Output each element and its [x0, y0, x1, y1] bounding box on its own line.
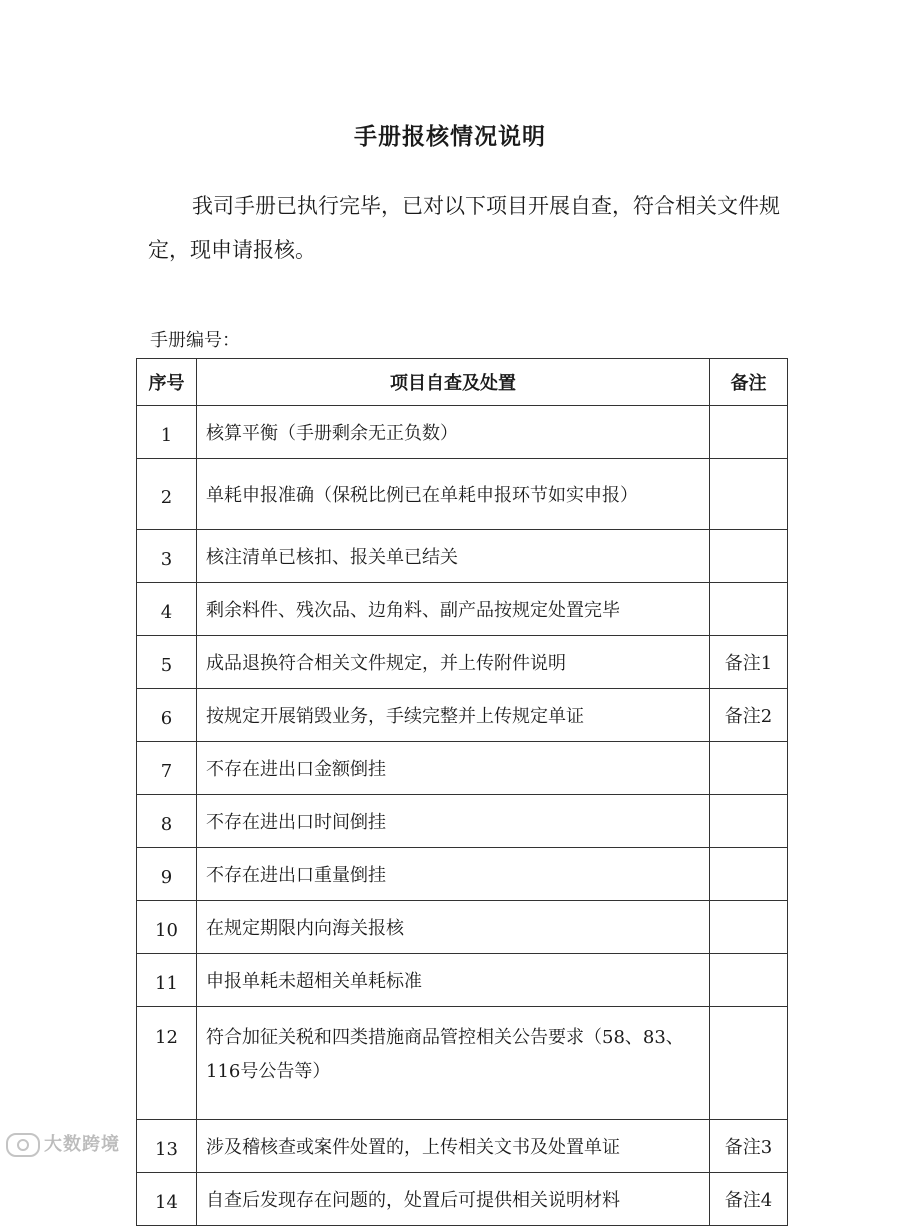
table-row — [137, 689, 788, 742]
row-no: 4 — [137, 583, 197, 636]
row-item: 申报单耗未超相关单耗标准 — [197, 954, 710, 1007]
row-note — [710, 530, 788, 583]
self-check-table — [136, 358, 788, 1226]
table-row — [137, 795, 788, 848]
row-note — [710, 901, 788, 954]
table-row — [137, 1173, 788, 1226]
table-row — [137, 636, 788, 689]
watermark — [6, 1130, 120, 1157]
header-item: 项目自查及处置 — [197, 359, 710, 406]
table-row — [137, 1120, 788, 1173]
row-no: 11 — [137, 954, 197, 1007]
table-row — [137, 954, 788, 1007]
row-note: 备注3 — [710, 1120, 788, 1173]
row-note — [710, 459, 788, 530]
header-no: 序号 — [137, 359, 197, 406]
row-no: 7 — [137, 742, 197, 795]
row-item: 不存在进出口时间倒挂 — [197, 795, 710, 848]
table-row — [137, 530, 788, 583]
row-note: 备注1 — [710, 636, 788, 689]
row-note — [710, 1007, 788, 1120]
row-no: 2 — [137, 459, 197, 530]
row-no: 8 — [137, 795, 197, 848]
row-item: 不存在进出口重量倒挂 — [197, 848, 710, 901]
row-item: 成品退换符合相关文件规定，并上传附件说明 — [197, 636, 710, 689]
row-item: 核算平衡（手册剩余无正负数） — [197, 406, 710, 459]
table-row — [137, 406, 788, 459]
row-no: 14 — [137, 1173, 197, 1226]
row-item: 在规定期限内向海关报核 — [197, 901, 710, 954]
row-no: 13 — [137, 1120, 197, 1173]
intro-paragraph: 我司手册已执行完毕，已对以下项目开展自查，符合相关文件规定，现申请报核。 — [148, 194, 780, 262]
table-row — [137, 901, 788, 954]
row-item: 单耗申报准确（保税比例已在单耗申报环节如实申报） — [197, 459, 710, 530]
table-row — [137, 459, 788, 530]
row-note — [710, 583, 788, 636]
row-note — [710, 406, 788, 459]
brand-logo-icon — [6, 1133, 40, 1157]
row-no: 1 — [137, 406, 197, 459]
row-item: 自查后发现存在问题的，处置后可提供相关说明材料 — [197, 1173, 710, 1226]
table-header-row — [137, 359, 788, 406]
row-no: 10 — [137, 901, 197, 954]
row-no: 12 — [137, 1007, 197, 1120]
row-no: 6 — [137, 689, 197, 742]
row-item: 不存在进出口金额倒挂 — [197, 742, 710, 795]
row-item: 符合加征关税和四类措施商品管控相关公告要求（58、83、116号公告等） — [197, 1007, 710, 1120]
row-item: 按规定开展销毁业务，手续完整并上传规定单证 — [197, 689, 710, 742]
row-note — [710, 954, 788, 1007]
row-note: 备注2 — [710, 689, 788, 742]
row-no: 3 — [137, 530, 197, 583]
row-note: 备注4 — [710, 1173, 788, 1226]
row-note — [710, 742, 788, 795]
table-row — [137, 1007, 788, 1120]
manual-number-label: 手册编号： — [150, 330, 240, 351]
row-item: 剩余料件、残次品、边角料、副产品按规定处置完毕 — [197, 583, 710, 636]
document-title: 手册报核情况说明 — [354, 124, 546, 150]
row-no: 5 — [137, 636, 197, 689]
header-note: 备注 — [710, 359, 788, 406]
row-note — [710, 848, 788, 901]
row-item: 涉及稽核查或案件处置的，上传相关文书及处置单证 — [197, 1120, 710, 1173]
table-row — [137, 848, 788, 901]
row-no: 9 — [137, 848, 197, 901]
row-item: 核注清单已核扣、报关单已结关 — [197, 530, 710, 583]
table-row — [137, 742, 788, 795]
watermark-text: 大数跨境 — [44, 1134, 120, 1155]
row-note — [710, 795, 788, 848]
table-row — [137, 583, 788, 636]
